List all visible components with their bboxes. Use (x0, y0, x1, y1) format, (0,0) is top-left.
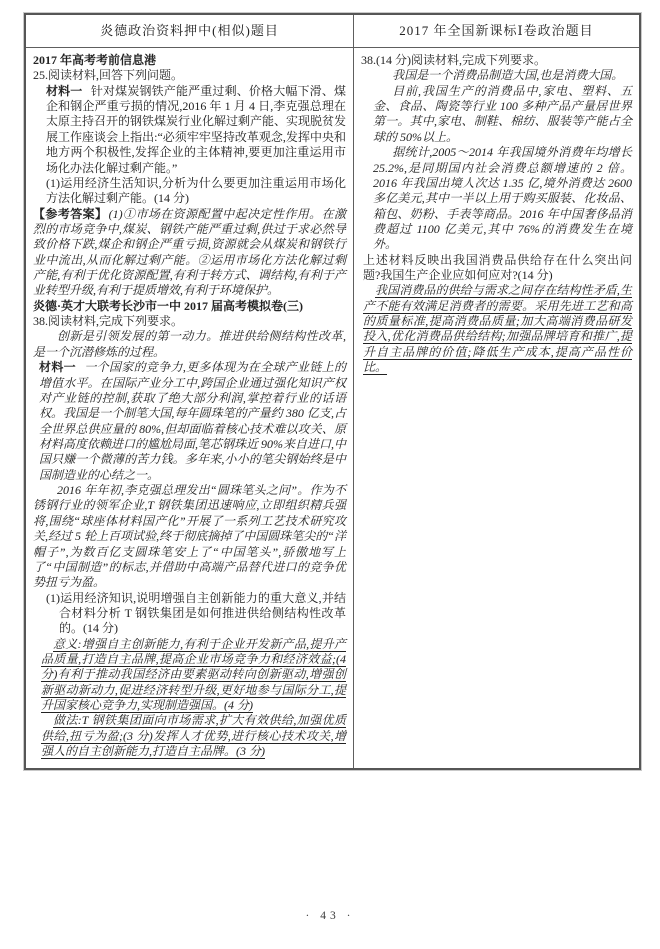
section-heading: 2017 年高考考前信息港 (33, 53, 157, 67)
right-column-exam-questions (353, 48, 639, 768)
text-paragraph: 上述材料反映出我国消费品供给存在什么突出问题?我国生产企业应如何应对?(14 分) (363, 252, 632, 283)
header-right-cell: 2017 年全国新课标Ⅰ卷政治题目 (353, 15, 639, 47)
comparison-table (24, 13, 641, 770)
page-number: · 43 · (305, 910, 355, 922)
text-paragraph: (1)运用经济生活知识,分析为什么要更加注重运用市场化方法化解过剩产能。(14 分) (46, 175, 346, 206)
text-paragraph: 38.阅读材料,完成下列要求。 (33, 314, 184, 329)
text-paragraph: 创新是引领发展的第一动力。推进供给侧结构性改革,是一个沉潜修炼的过程。 (33, 329, 346, 359)
text-paragraph: 材料一 针对煤炭钢铁产能严重过剩、价格大幅下滑、煤企和钢企严重亏损的情况,2016 年 1 月 4 日,李克强总理在太原主持召开的钢铁煤炭行业化解过剩产能、实现脱贫发展工作座谈会上指出:“必须牢牢坚持改革观念,发挥中央和地方两个积极性,发挥企业的主体精神,要更加注重运用市场化办法化解过剩产能。” (46, 83, 347, 175)
text-paragraph: 我国是一个消费品制造大国,也是消费大国。 (392, 68, 624, 83)
text-paragraph: 【参考答案】(1)①市场在资源配置中起决定性作用。在激烈的市场竞争中,煤炭、钢铁产能严重过剩,供过于求必然导致价格下跌,煤企和钢企严重亏损,资源就会从煤炭和钢铁行业中流出,从而化解过剩产能。②运用市场化方法化解过剩产能,有利于优化资源配置,有利于转方式、调结构,有利于产业转型升级,有利于提质增效,有利于环境保护。 (33, 206, 346, 298)
section-heading: 炎德·英才大联考长沙市一中 2017 届高考模拟卷(三) (33, 298, 303, 313)
text-paragraph: 25.阅读材料,回答下列问题。 (33, 68, 184, 83)
text-paragraph: 38.(14 分)阅读材料,完成下列要求。 (361, 53, 546, 67)
table-body-row (26, 48, 639, 768)
text-paragraph: 做法:T 钢铁集团面向市场需求,扩大有效供给,加强优质供给,扭亏为盈;(3 分)发挥人才优势,进行核心技术攻关,增强人的自主创新能力,打造自主品牌。(3 分) (41, 713, 346, 759)
text-paragraph: (1)运用经济知识,说明增强自主创新能力的重大意义,并结合材料分析 T 钢铁集团是如何推进供给侧结构性改革的。(14 分) (46, 590, 346, 636)
text-paragraph: 据统计,2005～2014 年我国境外消费年均增长 25.2%,是同期国内社会消费总额增速的 2 倍。2016 年我国出境人次达 1.35 亿,境外消费达 2600 多亿美元,其中一半以上用于购买服装、化妆品、箱包、奶粉、手表等商品。2016 年中国奢侈品消费超过 1100 亿美元,其中 76%的消费发生在境外。 (373, 145, 632, 252)
paragraph-lead: 材料一 (46, 83, 83, 98)
paragraph-lead: 【参考答案】 (33, 206, 108, 221)
table-header-row (26, 15, 639, 48)
text-paragraph: 意义:增强自主创新能力,有利于企业开发新产品,提升产品质量,打造自主品牌,提高企业市场竞争力和经济效益;(4 分)有利于推动我国经济由要素驱动转向创新驱动,增强创新驱动新动力,促进经济转型升级,更好地参与国际分工,提升国家核心竞争力,实现制造强国。(4 分) (41, 636, 346, 713)
header-left-cell: 炎德政治资料押中(相似)题目 (100, 23, 279, 38)
left-column-predicted-questions (26, 48, 353, 768)
text-paragraph: 目前,我国生产的消费品中,家电、塑料、五金、食品、陶瓷等行业 100 多种产品产量居世界第一。其中,家电、制鞋、棉纺、服装等产能占全球的 50%以上。 (373, 83, 632, 144)
text-paragraph: 2016 年年初,李克强总理发出“圆珠笔头之问”。作为不锈钢行业的领军企业,T 钢铁集团迅速响应,立即组织精兵强将,围绕“球座体材料国产化”开展了一系列工艺技术研究攻关,经过 5 轮上百项试验,终于彻底摘掉了中国圆珠笔尖的“洋帽子”,为数百亿支圆珠笔安上了“中国笔头”,骄傲地写上了“中国制造”的标志,并借助中高端产品替代进口的竞争优势扭亏为盈。 (33, 483, 346, 590)
paragraph-lead: 材料一 (39, 360, 76, 375)
text-paragraph: 材料一 一个国家的竞争力,更多体现为在全球产业链上的增值水平。在国际产业分工中,跨国企业通过强化知识产权对产业链的控制,获取了绝大部分利润,掌控着行业的话语权。我国是一个制笔大国,每年圆珠笔的产量约 380 亿支,占全世界总供应量的 80%,但却面临着核心技术难以攻关、原材料高度依赖进口的尴尬局面,笔芯钢珠近 90%来自进口,中国只赚一个微薄的苦力钱。多年来,小小的笔尖钢始终是中国制造业的心结之一。 (39, 360, 346, 482)
text-paragraph: 我国消费品的供给与需求之间存在结构性矛盾,生产不能有效满足消费者的需要。采用先进工艺和高的质量标准,提高消费品质量;加大高端消费品研发投入,优化消费品供给结构;加强品牌培育和推广,提升自主品牌的价值;降低生产成本,提高产品性价比。 (363, 283, 632, 375)
